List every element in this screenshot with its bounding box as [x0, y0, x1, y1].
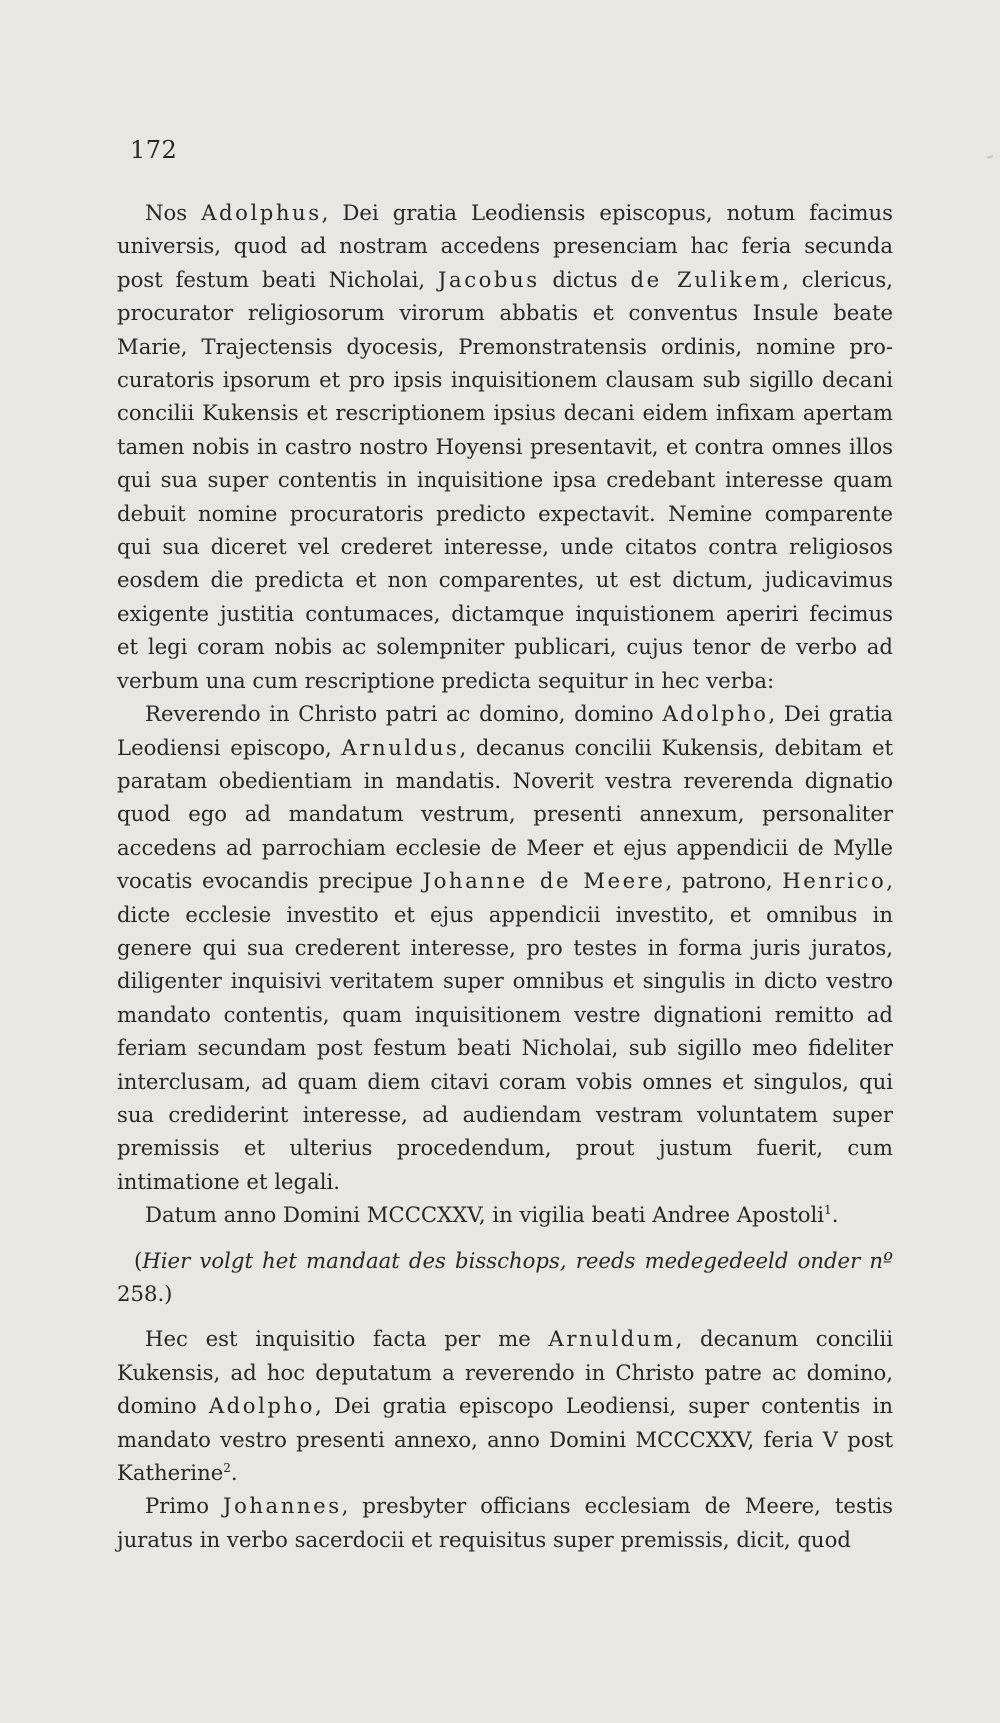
text-segment: , dicte ecclesie investito et ejus appendicii investito, et omnibus in genere qui sua crederent interesse, pro testes in forma juris juratos, diligenter inquisivi veritatem super omnibus et singulis in dicto vestro mandato contentis, quam inquisitionem vestre dignationi remitto ad feriam secundam post festum beati Nicholai, sub sigillo meo fideliter interclusam, ad quam diem citavi coram vobis omnes et singulos, qui sua crediderint interesse, ad audiendam vestram voluntatem super premissis et ulterius procedendum, prout justum fuerit, cum intimatione et legali.: [117, 868, 893, 1194]
body-text: [117, 196, 893, 1556]
page-edge-mark: [987, 155, 993, 159]
text-segment: Reverendo in Christo patri ac domino, domino: [145, 701, 663, 727]
text-segment: , clericus, procurator religiosorum virorum abbatis et conventus Insule beate Marie, Trajectensis dyocesis, Premonstratensis ordinis, nomine procuratoris ipsorum et pro ipsis inquisitionem clausam sub sigillo decani concilii Kukensis et rescriptionem ipsius decani eidem infixam apertam tamen nobis in castro nostro Hoyensi presentavit, et contra omnes illos qui sua super contentis in inquisitione ipsa credebant interesse quam debuit nomine procuratoris predicto expectavit. Nemine comparente qui sua diceret vel crederet interesse, unde citatos contra religiosos eosdem die predicta et non comparentes, ut est dictum, judicavimus exigente justitia contumaces, dictamque inquistionem aperiri fecimus et legi coram nobis ac solempniter publicari, cujus tenor de verbo ad verbum una cum rescriptione predicta sequitur in hec verba:: [117, 266, 893, 693]
text-segment: Nos: [145, 200, 202, 225]
text-segment: , presbyter officians ecclesiam de Meere, testis juratus in verbo sacerdocii et requisitus super premissis, dicit, quod: [117, 1493, 893, 1552]
spaced-name: de Zulikem: [630, 266, 783, 292]
text-segment: 258.): [117, 1281, 173, 1306]
text-segment: dictus: [539, 266, 631, 292]
spaced-name: Adolpho: [208, 1393, 315, 1419]
spaced-name: Adolpho: [662, 701, 769, 727]
text-segment: Hier volgt het mandaat des bisschops, reeds medegedeeld onder nº: [142, 1247, 893, 1273]
text-segment: , decanum concilii Kukensis, ad hoc deputatum a reverendo in Christo patre ac domino, domino: [117, 1326, 893, 1419]
spaced-name: Arnuldum: [548, 1326, 676, 1352]
text-segment: .: [831, 1202, 839, 1228]
editorial-note: [117, 1244, 893, 1311]
text-segment: , Dei gratia Leodiensi episcopo,: [117, 701, 894, 760]
footnote-marker: 2: [223, 1460, 231, 1475]
paragraph: [117, 1198, 893, 1231]
page-number: 172: [130, 136, 178, 164]
spaced-name: Arnuldus: [341, 734, 460, 760]
text-segment: .: [230, 1460, 238, 1486]
text-segment: , Dei gratia Leodiensis episcopus, notum facimus universis, quod ad nostram accedens presenciam hac feria secunda post festum beati Nicholai,: [117, 200, 894, 292]
paragraph: [117, 1322, 893, 1489]
text-segment: Primo: [145, 1493, 224, 1519]
paragraph: [117, 697, 893, 1198]
spaced-name: Jacobus: [437, 266, 540, 292]
paragraph: [117, 1489, 893, 1556]
spaced-name: Johannes: [223, 1493, 342, 1519]
spaced-name: Johanne de Meere: [422, 868, 666, 894]
text-segment: , patrono,: [665, 868, 783, 894]
text-segment: Hec est inquisitio facta per me: [145, 1326, 549, 1352]
text-segment: (: [134, 1247, 143, 1273]
spaced-name: Adolphus: [201, 200, 322, 225]
text-segment: Datum anno Domini MCCCXXV, in vigilia beati Andree Apostoli: [145, 1202, 825, 1228]
spaced-name: Henrico: [782, 868, 887, 894]
paragraph: [117, 196, 893, 697]
text-segment: , Dei gratia episcopo Leodiensi, super contentis in mandato vestro presenti annexo, anno Domini MCCCXXV, feria V post Katherine: [117, 1393, 893, 1486]
text-segment: , decanus concilii Kukensis, debitam et paratam obedientiam in mandatis. Noverit vestra reverenda dignatio quod ego ad mandatum vestrum, presenti annexum, personaliter accedens ad parrochiam ecclesie de Meer et ejus appendicii de Mylle vocatis evocandis precipue: [117, 734, 894, 894]
footnote-marker: 1: [824, 1203, 832, 1218]
